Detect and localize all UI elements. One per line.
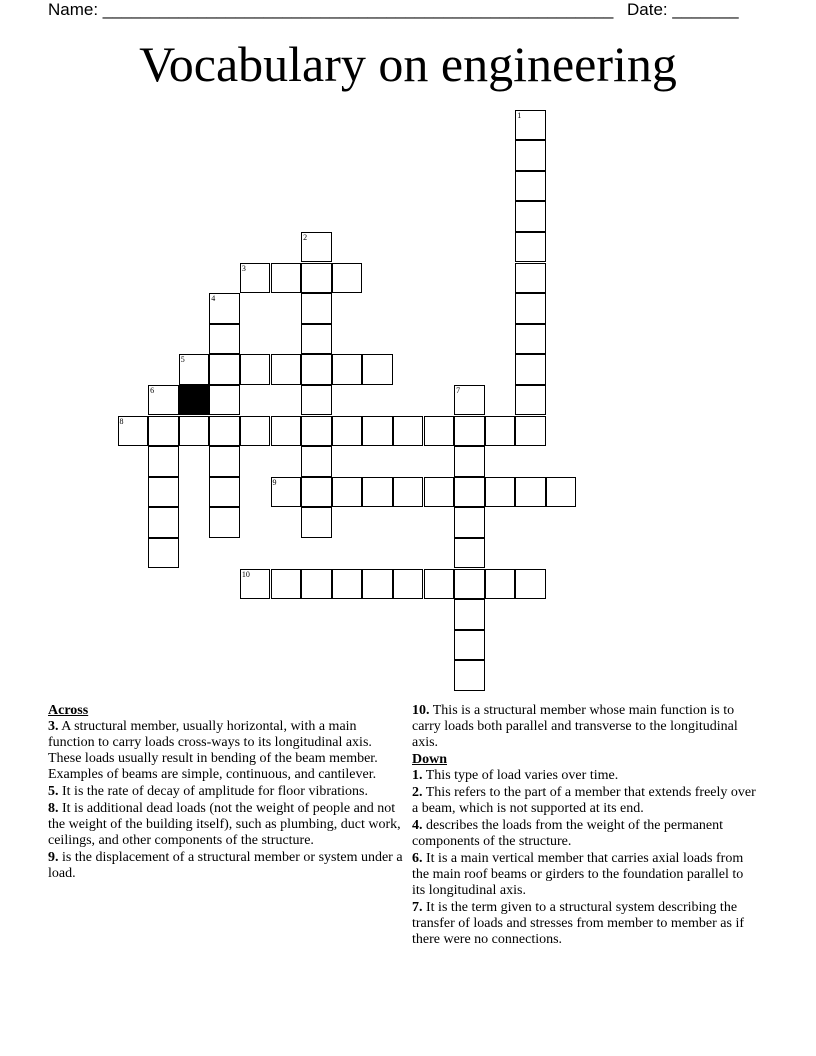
clue-number-6: 6 [150, 385, 155, 395]
crossword-cell[interactable] [301, 354, 332, 385]
crossword-cell[interactable] [332, 477, 363, 508]
crossword-cell[interactable] [515, 385, 546, 416]
crossword-cell[interactable] [301, 446, 332, 477]
clue-across-10: 10. This is a structural member whose main function is to carry loads both parallel and transverse to the longitudinal axis. [412, 703, 738, 750]
crossword-cell[interactable] [485, 416, 516, 447]
crossword-cell[interactable] [515, 354, 546, 385]
clue-down-2: 2. This refers to the part of a member that extends freely over a beam, which is not supported at its end. [412, 785, 756, 816]
crossword-cell[interactable] [332, 569, 363, 600]
crossword-cell[interactable] [271, 569, 302, 600]
clue-down-4: 4. describes the loads from the weight of the permanent components of the structure. [412, 818, 724, 849]
crossword-cell[interactable] [209, 354, 240, 385]
crossword-cell[interactable] [332, 263, 363, 294]
crossword-cell[interactable] [301, 324, 332, 355]
crossword-cell[interactable] [209, 293, 240, 324]
crossword-cell[interactable] [209, 446, 240, 477]
crossword-cell[interactable] [362, 569, 393, 600]
name-field-line: Name: ______________________________________________________ [48, 0, 614, 19]
crossword-cell[interactable] [515, 110, 546, 141]
crossword-cell[interactable] [454, 477, 485, 508]
crossword-cell[interactable] [362, 416, 393, 447]
crossword-cell[interactable] [454, 660, 485, 691]
crossword-cell[interactable] [301, 477, 332, 508]
crossword-cell[interactable] [393, 569, 424, 600]
crossword-cell[interactable] [454, 569, 485, 600]
crossword-cell[interactable] [515, 477, 546, 508]
crossword-cell[interactable] [546, 477, 577, 508]
clue-number-4: 4 [211, 294, 216, 304]
clue-number-9: 9 [272, 477, 277, 487]
clue-across-9: 9. is the displacement of a structural member or system under a load. [48, 850, 403, 881]
crossword-cell[interactable] [148, 385, 179, 416]
clues-column-left [48, 703, 406, 883]
crossword-cell[interactable] [301, 232, 332, 263]
clues-column-right [412, 703, 757, 949]
crossword-cell[interactable] [148, 446, 179, 477]
crossword-cell[interactable] [515, 140, 546, 171]
crossword-cell[interactable] [454, 446, 485, 477]
crossword-cell[interactable] [424, 477, 455, 508]
clue-number-1: 1 [517, 110, 522, 120]
clue-down-7: 7. It is the term given to a structural system describing the transfer of loads and stresses from member to member as if there were no connections. [412, 900, 745, 947]
crossword-cell[interactable] [393, 416, 424, 447]
clue-number-8: 8 [119, 416, 124, 426]
date-field-line: Date: _______ [627, 0, 739, 19]
crossword-cell[interactable] [118, 416, 149, 447]
crossword-cell[interactable] [454, 385, 485, 416]
crossword-cell[interactable] [424, 569, 455, 600]
clue-number-3: 3 [241, 263, 246, 273]
crossword-cell[interactable] [454, 630, 485, 661]
crossword-cell[interactable] [424, 416, 455, 447]
crossword-cell[interactable] [148, 538, 179, 569]
crossword-cell[interactable] [332, 354, 363, 385]
crossword-cell[interactable] [454, 599, 485, 630]
clue-number-2: 2 [303, 232, 308, 242]
crossword-cell[interactable] [301, 385, 332, 416]
crossword-cell[interactable] [301, 569, 332, 600]
crossword-cell[interactable] [240, 263, 271, 294]
crossword-cell[interactable] [301, 263, 332, 294]
crossword-cell[interactable] [515, 201, 546, 232]
clue-number-10: 10 [241, 569, 250, 579]
crossword-cell[interactable] [454, 507, 485, 538]
crossword-cell[interactable] [271, 354, 302, 385]
crossword-cell[interactable] [271, 416, 302, 447]
crossword-cell[interactable] [301, 416, 332, 447]
crossword-cell[interactable] [148, 416, 179, 447]
crossword-cell[interactable] [515, 293, 546, 324]
crossword-cell[interactable] [515, 416, 546, 447]
down-heading: Down [412, 752, 448, 767]
crossword-cell[interactable] [362, 477, 393, 508]
crossword-cell[interactable] [485, 477, 516, 508]
crossword-cell[interactable] [515, 324, 546, 355]
crossword-cell[interactable] [240, 416, 271, 447]
crossword-cell[interactable] [209, 324, 240, 355]
crossword-black-cell [179, 385, 210, 416]
crossword-cell[interactable] [515, 263, 546, 294]
crossword-cell[interactable] [454, 416, 485, 447]
crossword-cell[interactable] [515, 232, 546, 263]
crossword-cell[interactable] [209, 385, 240, 416]
crossword-cell[interactable] [179, 416, 210, 447]
clue-across-5: 5. It is the rate of decay of amplitude for floor vibrations. [48, 784, 368, 799]
crossword-cell[interactable] [209, 477, 240, 508]
crossword-cell[interactable] [148, 477, 179, 508]
crossword-cell[interactable] [179, 354, 210, 385]
clue-down-1: 1. This type of load varies over time. [412, 768, 619, 783]
crossword-cell[interactable] [362, 354, 393, 385]
crossword-cell[interactable] [240, 569, 271, 600]
crossword-cell[interactable] [301, 293, 332, 324]
crossword-cell[interactable] [485, 569, 516, 600]
crossword-cell[interactable] [240, 354, 271, 385]
crossword-cell[interactable] [454, 538, 485, 569]
crossword-cell[interactable] [393, 477, 424, 508]
crossword-cell[interactable] [515, 171, 546, 202]
crossword-cell[interactable] [271, 477, 302, 508]
clue-number-5: 5 [180, 355, 185, 365]
crossword-cell[interactable] [209, 416, 240, 447]
across-heading: Across [48, 703, 89, 718]
crossword-cell[interactable] [332, 416, 363, 447]
crossword-cell[interactable] [271, 263, 302, 294]
clue-down-6: 6. It is a main vertical member that carries axial loads from the main roof beams or girders to the foundation parallel to its longitudinal axis. [412, 851, 744, 898]
crossword-cell[interactable] [301, 507, 332, 538]
clue-across-3: 3. A structural member, usually horizontal, with a main function to carry loads cross-ways to its longitudinal axis. These loads usually result in bending of the beam member. Examples of beams are simple, continuous, and cantilever. [48, 719, 378, 782]
page-title: Vocabulary on engineering [139, 36, 677, 92]
clue-across-8: 8. It is additional dead loads (not the weight of people and not the weight of the building itself), such as plumbing, duct work, ceilings, and other components of the structure. [48, 801, 401, 848]
crossword-cell[interactable] [515, 569, 546, 600]
clue-number-7: 7 [456, 385, 461, 395]
crossword-cell[interactable] [209, 507, 240, 538]
crossword-cell[interactable] [148, 507, 179, 538]
